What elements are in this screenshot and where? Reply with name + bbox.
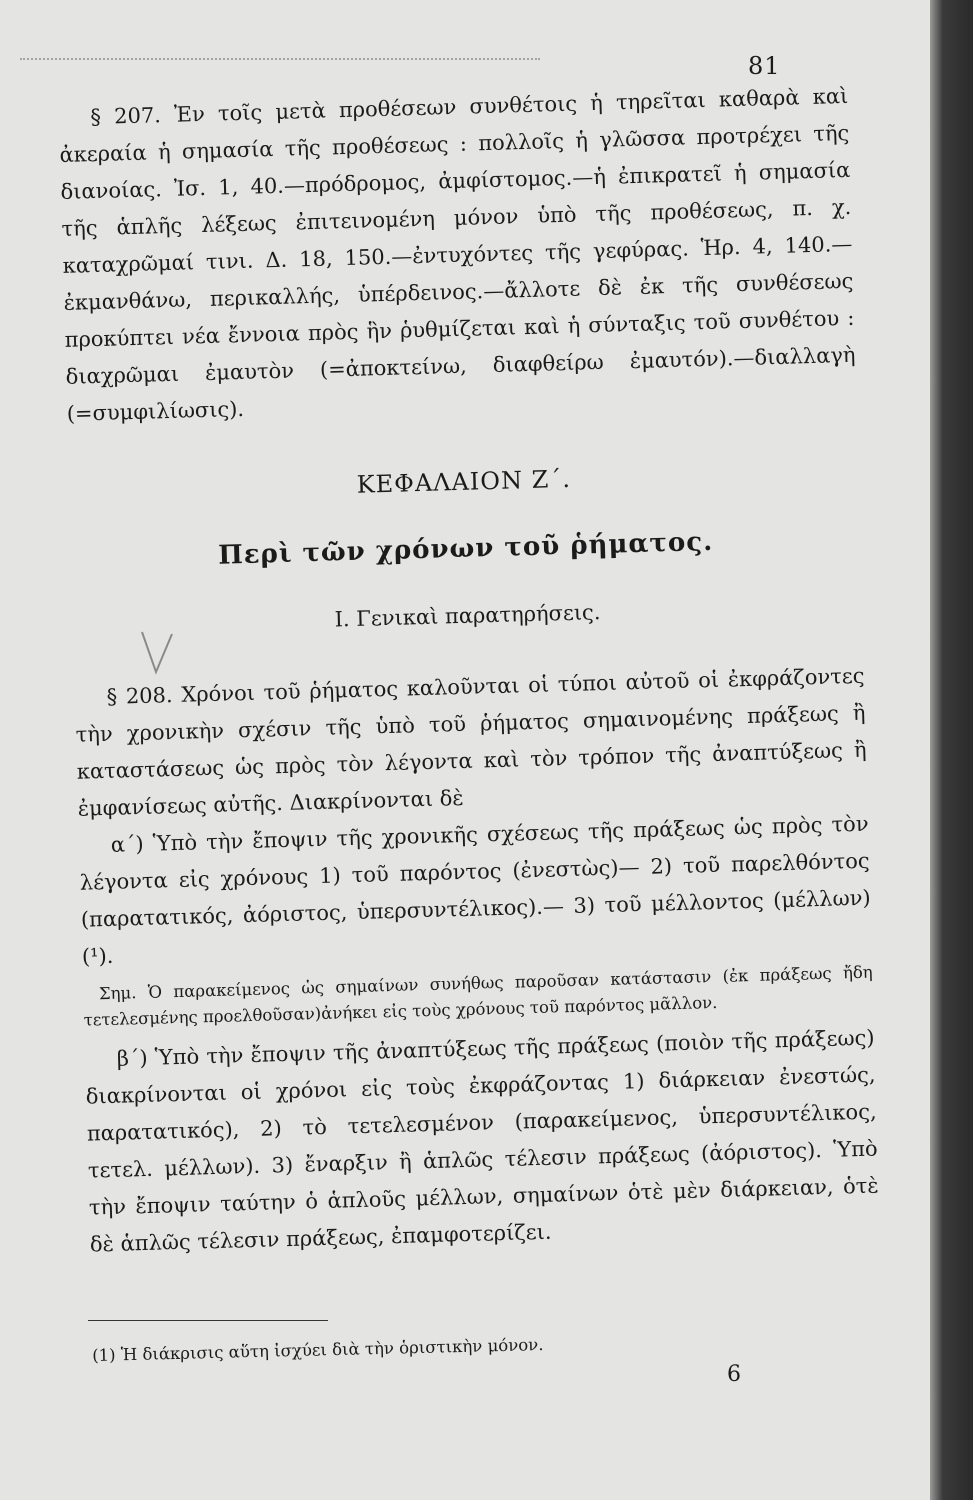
signature-mark: 6: [727, 1362, 741, 1387]
page-body: [58, 78, 880, 1264]
paragraph-208: § 208. Χρόνοι τοῦ ῥήματος καλοῦνται οἱ τύποι αὐτοῦ οἱ ἐκφράζοντες τὴν χρονικὴν σχέσιν τῆς ὑπὸ τοῦ ῥήματος σημαινομένης πράξεως ἢ καταστάσεως ὡς πρὸς τὸν λέγοντα καὶ τὸν τρόπον τῆς ἀναπτύξεως ἢ ἐμφανίσεως αὐτῆς. Διακρίνονται δὲ: [75, 663, 867, 821]
chapter-heading: ΚΕΦΑΛΑΙΟΝ Ζ΄.: [356, 464, 572, 499]
remark-note: Σημ. Ὁ παρακείμενος ὡς σημαίνων συνήθως παροῦσαν κατάστασιν (ἐκ πράξεως ἤδη τετελεσμένης προελθοῦσαν)ἀνήκει εἰς τοὺς χρόνους τοῦ παρόντος μᾶλλον.: [83, 962, 873, 1030]
footnote-divider: [88, 1320, 328, 1321]
chapter-title: Περὶ τῶν χρόνων τοῦ ῥήματος.: [217, 526, 714, 571]
footnote: (1) Ἡ διάκρισις αὕτη ἰσχύει διὰ τὴν ὁριστικὴν μόνον.: [92, 1334, 544, 1365]
page-number: 81: [748, 52, 781, 80]
section-heading: I. Γενικαὶ παρατηρήσεις.: [334, 600, 601, 632]
pencil-check-mark-icon: [138, 628, 178, 678]
paragraph-alpha: α΄) Ὑπὸ τὴν ἔποψιν τῆς χρονικῆς σχέσεως τῆς πράξεως ὡς πρὸς τὸν λέγοντα εἰς χρόνους 1) τοῦ παρόντος (ἐνεστὼς)— 2) τοῦ παρελθόντος (παρατατικός, ἀόριστος, ὑπερσυντέλικος).— 3) τοῦ μέλλοντος (μέλλων) (¹).: [79, 811, 871, 969]
paragraph-beta: β΄) Ὑπὸ τὴν ἔποψιν τῆς ἀναπτύξεως τῆς πράξεως (ποιὸν τῆς πράξεως) διακρίνονται οἱ χρόνοι εἰς τοὺς ἐκφράζοντας 1) διάρκειαν ἐνεστώς, παρατατικός), 2) τὸ τετελεσμένον (παρακείμενος, ὑπερσυντέλικος, τετελ. μέλλων). 3) ἔναρξιν ἢ ἁπλῶς τέλεσιν πράξεως (ἀόριστος). Ὑπὸ τὴν ἔποψιν ταύτην ὁ ἁπλοῦς μέλλων, σημαίνων ὁτὲ μὲν διάρκειαν, ὁτὲ δὲ ἁπλῶς τέλεσιν πράξεως, ἐπαμφοτερίζει.: [85, 1025, 879, 1257]
paragraph-207: § 207. Ἐν τοῖς μετὰ προθέσεων συνθέτοις ἡ τηρεῖται καθαρὰ καὶ ἀκεραία ἡ σημασία τῆς προθέσεως : πολλοῖς ἡ γλῶσσα προτρέχει τῆς διανοίας. Ἰσ. 1, 40.—πρόδρομος, ἀμφίστομος.—ἡ ἐπικρατεῖ ἡ σημασία τῆς ἁπλῆς λέξεως ἐπιτεινομένη μόνον ὑπὸ τῆς προθέσεως, π. χ. καταχρῶμαί τινι. Δ. 18, 150.—ἐντυχόντες τῆς γεφύρας. Ἡρ. 4, 140.—ἐκμανθάνω, περικαλλής, ὑπέρδεινος.—ἄλλοτε δὲ ἐκ τῆς συνθέσεως προκύπτει νέα ἔννοια πρὸς ἣν ῥυθμίζεται καὶ ἡ σύνταξις τοῦ συνθέτου : διαχρῶμαι ἐμαυτὸν (=ἀποκτείνω, διαφθείρω ἐμαυτόν).—διαλλαγὴ (=συμφιλίωσις).: [59, 83, 856, 426]
binding-edge: [930, 0, 973, 1500]
